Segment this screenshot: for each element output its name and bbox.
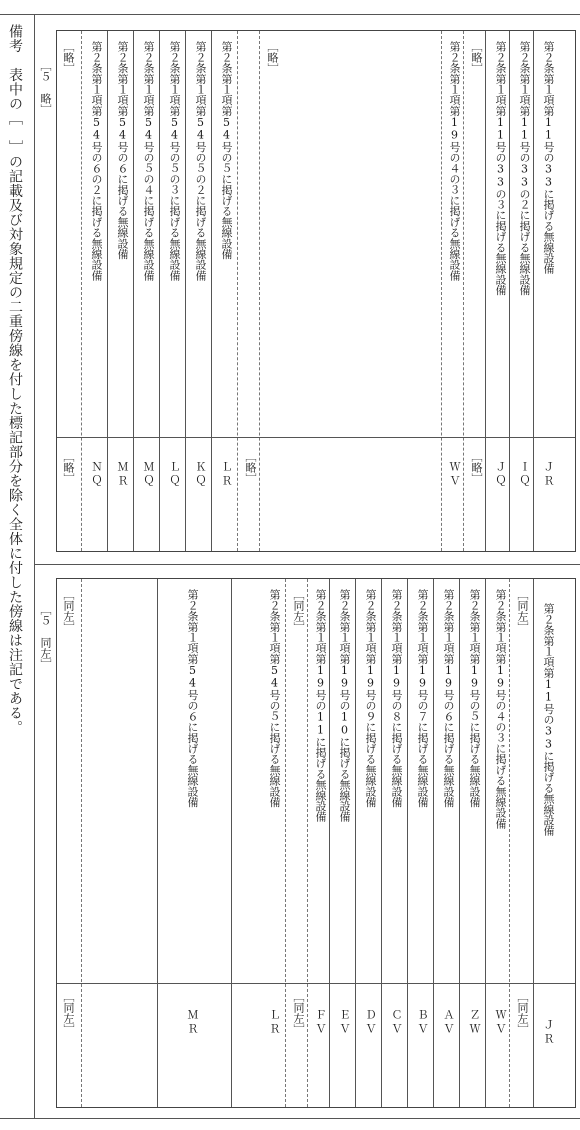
same-as-left-tag: ［同左］ [292, 589, 305, 633]
table-row-text: 第２条第１項第19号の５に掲げる無線設備 [468, 589, 481, 808]
table-row-code: ＭＲ [186, 1009, 199, 1037]
omitted-code-tag: ［略］ [470, 451, 483, 484]
table-row-code: ＪＲ [542, 1019, 555, 1047]
table-row-text: 第２条第１項第54号の５に掲げる無線設備 [268, 589, 281, 808]
table-row-text: 第２条第１項第54号の６に掲げる無線設備 [116, 41, 129, 260]
table-row-code: ＪＲ [542, 461, 555, 489]
table-row-code: ＫＱ [194, 461, 207, 489]
table-row-text: 第２条第１項第11号の33の３に掲げる無線設備 [494, 41, 507, 296]
table-row-code: ＭＲ [116, 461, 129, 489]
table-row-code: ＥＶ [338, 1009, 351, 1037]
omitted-code-tag: ［略］ [244, 451, 257, 484]
omitted-tag: ［略］ [62, 41, 75, 74]
table-row-code: ＢＶ [416, 1009, 429, 1037]
table-row-text: 第２条第１項第19号の11に掲げる無線設備 [314, 589, 327, 822]
table-row-text: 第２条第１項第19号の７に掲げる無線設備 [416, 589, 429, 808]
omitted-tag: ［略］ [266, 41, 279, 74]
table-row-text: 第２条第１項第54号の５に掲げる無線設備 [220, 41, 233, 260]
table-row-code: ＣＶ [390, 1009, 403, 1037]
table-row-code: ＦＶ [314, 1009, 327, 1037]
table-row-code: ＺＷ [468, 1009, 481, 1037]
table-row-text: 第２条第１項第19号の６に掲げる無線設備 [442, 589, 455, 808]
same-as-left-code-tag: ［同左］ [292, 991, 305, 1035]
table-row-text: 第２条第１項第19号の４の３に掲げる無線設備 [448, 41, 461, 281]
table-row-text: 第２条第１項第11号の33に掲げる無線設備 [542, 603, 555, 836]
right-table [56, 578, 576, 1108]
table-row-text: 第２条第１項第19号の９に掲げる無線設備 [364, 589, 377, 808]
table-row-text: 第２条第１項第11号の33の２に掲げる無線設備 [518, 41, 531, 296]
table-row-code: ＮＱ [90, 461, 103, 489]
table-row-code: ＬＱ [168, 461, 181, 489]
section-divider [34, 564, 580, 565]
same-as-left-code-tag: ［同左］ [516, 991, 529, 1035]
table-row-text: 第２条第１項第19号の10に掲げる無線設備 [338, 589, 351, 822]
top-rule [0, 14, 580, 15]
same-as-left-code-tag: ［同左］ [62, 991, 75, 1035]
table-row-text: 第２条第１項第19号の４の３に掲げる無線設備 [494, 589, 507, 829]
right-section-label: ［５ 同左］ [39, 604, 52, 670]
same-as-left-tag: ［同左］ [516, 589, 529, 633]
table-row-code: ＬＲ [268, 1009, 281, 1037]
omitted-tag: ［略］ [470, 41, 483, 74]
table-row-code: ＡＶ [442, 1009, 455, 1037]
remark-note: 備考 表中の［ ］の記載及び対象規定の二重傍線を付した標記部分を除く全体に付した傍線は注記である。 [7, 24, 23, 735]
table-row-code: ＭＱ [142, 461, 155, 489]
table-row-text: 第２条第１項第54号の５の３に掲げる無線設備 [168, 41, 181, 281]
table-row-code: ＩＱ [518, 461, 531, 489]
table-row-text: 第２条第１項第54号の５の２に掲げる無線設備 [194, 41, 207, 281]
bottom-rule [0, 1118, 580, 1119]
same-as-left-tag: ［同左］ [62, 589, 75, 633]
table-row-text: 第２条第１項第54号の６の２に掲げる無線設備 [90, 41, 103, 281]
table-row-code: ＷＶ [448, 461, 461, 489]
left-table [56, 30, 576, 552]
table-row-code: ＷＶ [494, 1009, 507, 1037]
table-row-text: 第２条第１項第54号の５の４に掲げる無線設備 [142, 41, 155, 281]
left-section-label: ［５ 略］ [39, 60, 52, 115]
table-row-text: 第２条第１項第11号の33に掲げる無線設備 [542, 41, 555, 274]
table-row-code: ＤＶ [364, 1009, 377, 1037]
remark-divider [34, 14, 35, 1118]
table-row-code: ＪＱ [494, 461, 507, 489]
omitted-code-tag: ［略］ [62, 451, 75, 484]
table-row-text: 第２条第１項第54号の６に掲げる無線設備 [186, 589, 199, 808]
table-row-text: 第２条第１項第19号の８に掲げる無線設備 [390, 589, 403, 808]
table-row-code: ＬＲ [220, 461, 233, 489]
